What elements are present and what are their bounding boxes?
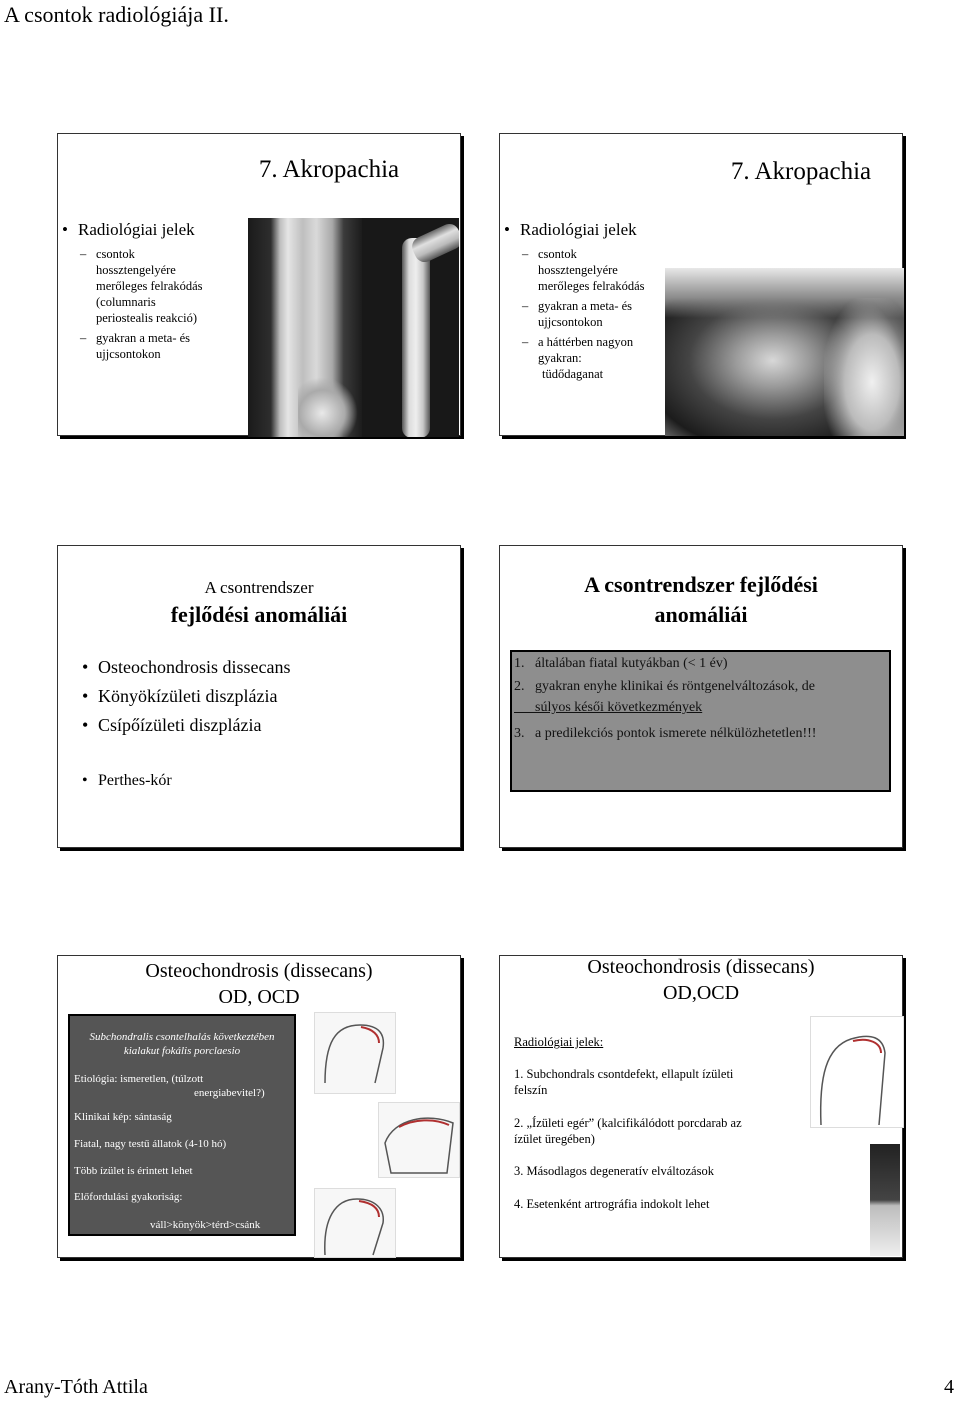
list-item: 2. „Ízületi egér” (kalcifikálódott porcdarab az xyxy=(514,1116,742,1130)
slide-title: fejlődési anomáliái xyxy=(170,602,348,627)
slide-subtitle: A csontrendszer xyxy=(204,578,314,597)
slide-akropachia-1 xyxy=(57,133,461,436)
frequency-order: váll>könyök>térd>csánk xyxy=(150,1219,261,1231)
list-item: 4. Esetenként artrográfia indokolt lehet xyxy=(514,1197,710,1211)
slide-title-2: anomáliái xyxy=(654,602,748,627)
frequency-text: Előfordulási gyakoriság: xyxy=(74,1191,183,1203)
slide-title-2: OD, OCD xyxy=(218,986,300,1008)
slide-anomaliak-1 xyxy=(57,545,461,848)
slide-osteochondrosis-1 xyxy=(57,955,461,1258)
slide-title: Osteochondrosis (dissecans) xyxy=(145,960,373,982)
etiology-text: energiabevitel?) xyxy=(194,1087,265,1099)
xray-image-bone xyxy=(248,218,362,437)
slide-title: 7. Akropachia xyxy=(730,158,872,185)
joint-sketch xyxy=(810,1016,904,1128)
footer-author: Arany-Tóth Attila xyxy=(4,1376,148,1398)
xray-image-thorax xyxy=(665,268,904,436)
list-item: 1. általában fiatal kutyákban (< 1 év) xyxy=(514,656,728,671)
list-item: ízület üregében) xyxy=(514,1132,595,1146)
slide-anomaliak-2 xyxy=(499,545,903,848)
list-item: • Osteochondrosis dissecans xyxy=(98,657,290,678)
slide-title: 7. Akropachia xyxy=(258,156,400,183)
section-heading: Radiológiai jelek: xyxy=(514,1035,604,1049)
list-item: felszín xyxy=(514,1083,548,1097)
xray-image-detail xyxy=(870,1144,900,1256)
sub-item: – csontok hossztengelyére merőleges felrakódás (columnaris periostealis reakció) xyxy=(96,246,203,326)
slide-osteochondrosis-2 xyxy=(499,955,903,1258)
list-item: • Perthes-kór xyxy=(98,772,172,790)
list-item: 3. Másodlagos degeneratív elváltozások xyxy=(514,1164,714,1178)
sub-item: – gyakran a meta- és ujjcsontokon xyxy=(538,298,632,330)
slide-title-2: OD,OCD xyxy=(662,982,740,1004)
sub-item: – csontok hossztengelyére merőleges felrakódás xyxy=(538,246,645,294)
xray-image-joint xyxy=(362,218,459,437)
page-number: 4 xyxy=(944,1376,954,1398)
list-item: 2. gyakran enyhe klinikai és röntgenelváltozások, de xyxy=(514,679,815,694)
definition-text: kialakut fokális porclaesio xyxy=(123,1045,241,1057)
sub-item: – gyakran a meta- és ujjcsontokon xyxy=(96,330,190,362)
slide-title: A csontrendszer fejlődési xyxy=(584,572,818,597)
list-item: • Csípőízületi diszplázia xyxy=(98,715,261,736)
bullet-heading: • Radiológiai jelek xyxy=(78,220,195,240)
joint-text: Több ízület is érintett lehet xyxy=(74,1165,193,1177)
definition-text: Subchondralis csontelhalás következtében xyxy=(89,1031,275,1043)
joint-sketch-2 xyxy=(378,1102,460,1178)
etiology-text: Etiológia: ismeretlen, (túlzott xyxy=(74,1073,204,1085)
slide-title: Osteochondrosis (dissecans) xyxy=(587,956,815,978)
list-item: 1. Subchondrals csontdefekt, ellapult ízületi xyxy=(514,1067,734,1081)
clinical-text: Klinikai kép: sántaság xyxy=(74,1111,172,1123)
joint-sketch-1 xyxy=(314,1012,396,1094)
list-item: súlyos késői következmények xyxy=(514,700,703,715)
age-text: Fiatal, nagy testű állatok (4-10 hó) xyxy=(74,1138,227,1150)
document-title: A csontok radiológiája II. xyxy=(4,2,229,27)
slide-akropachia-2 xyxy=(499,133,903,436)
joint-sketch-3 xyxy=(314,1188,396,1258)
bullet-heading: • Radiológiai jelek xyxy=(520,220,637,240)
list-item: • Könyökízületi diszplázia xyxy=(98,686,277,707)
info-box xyxy=(510,650,891,792)
list-item: 3. a predilekciós pontok ismerete nélkülözhetetlen!!! xyxy=(514,726,817,741)
definition-panel xyxy=(68,1014,296,1236)
sub-item: – a háttérben nagyon gyakran: tüdődaganat xyxy=(538,334,633,382)
